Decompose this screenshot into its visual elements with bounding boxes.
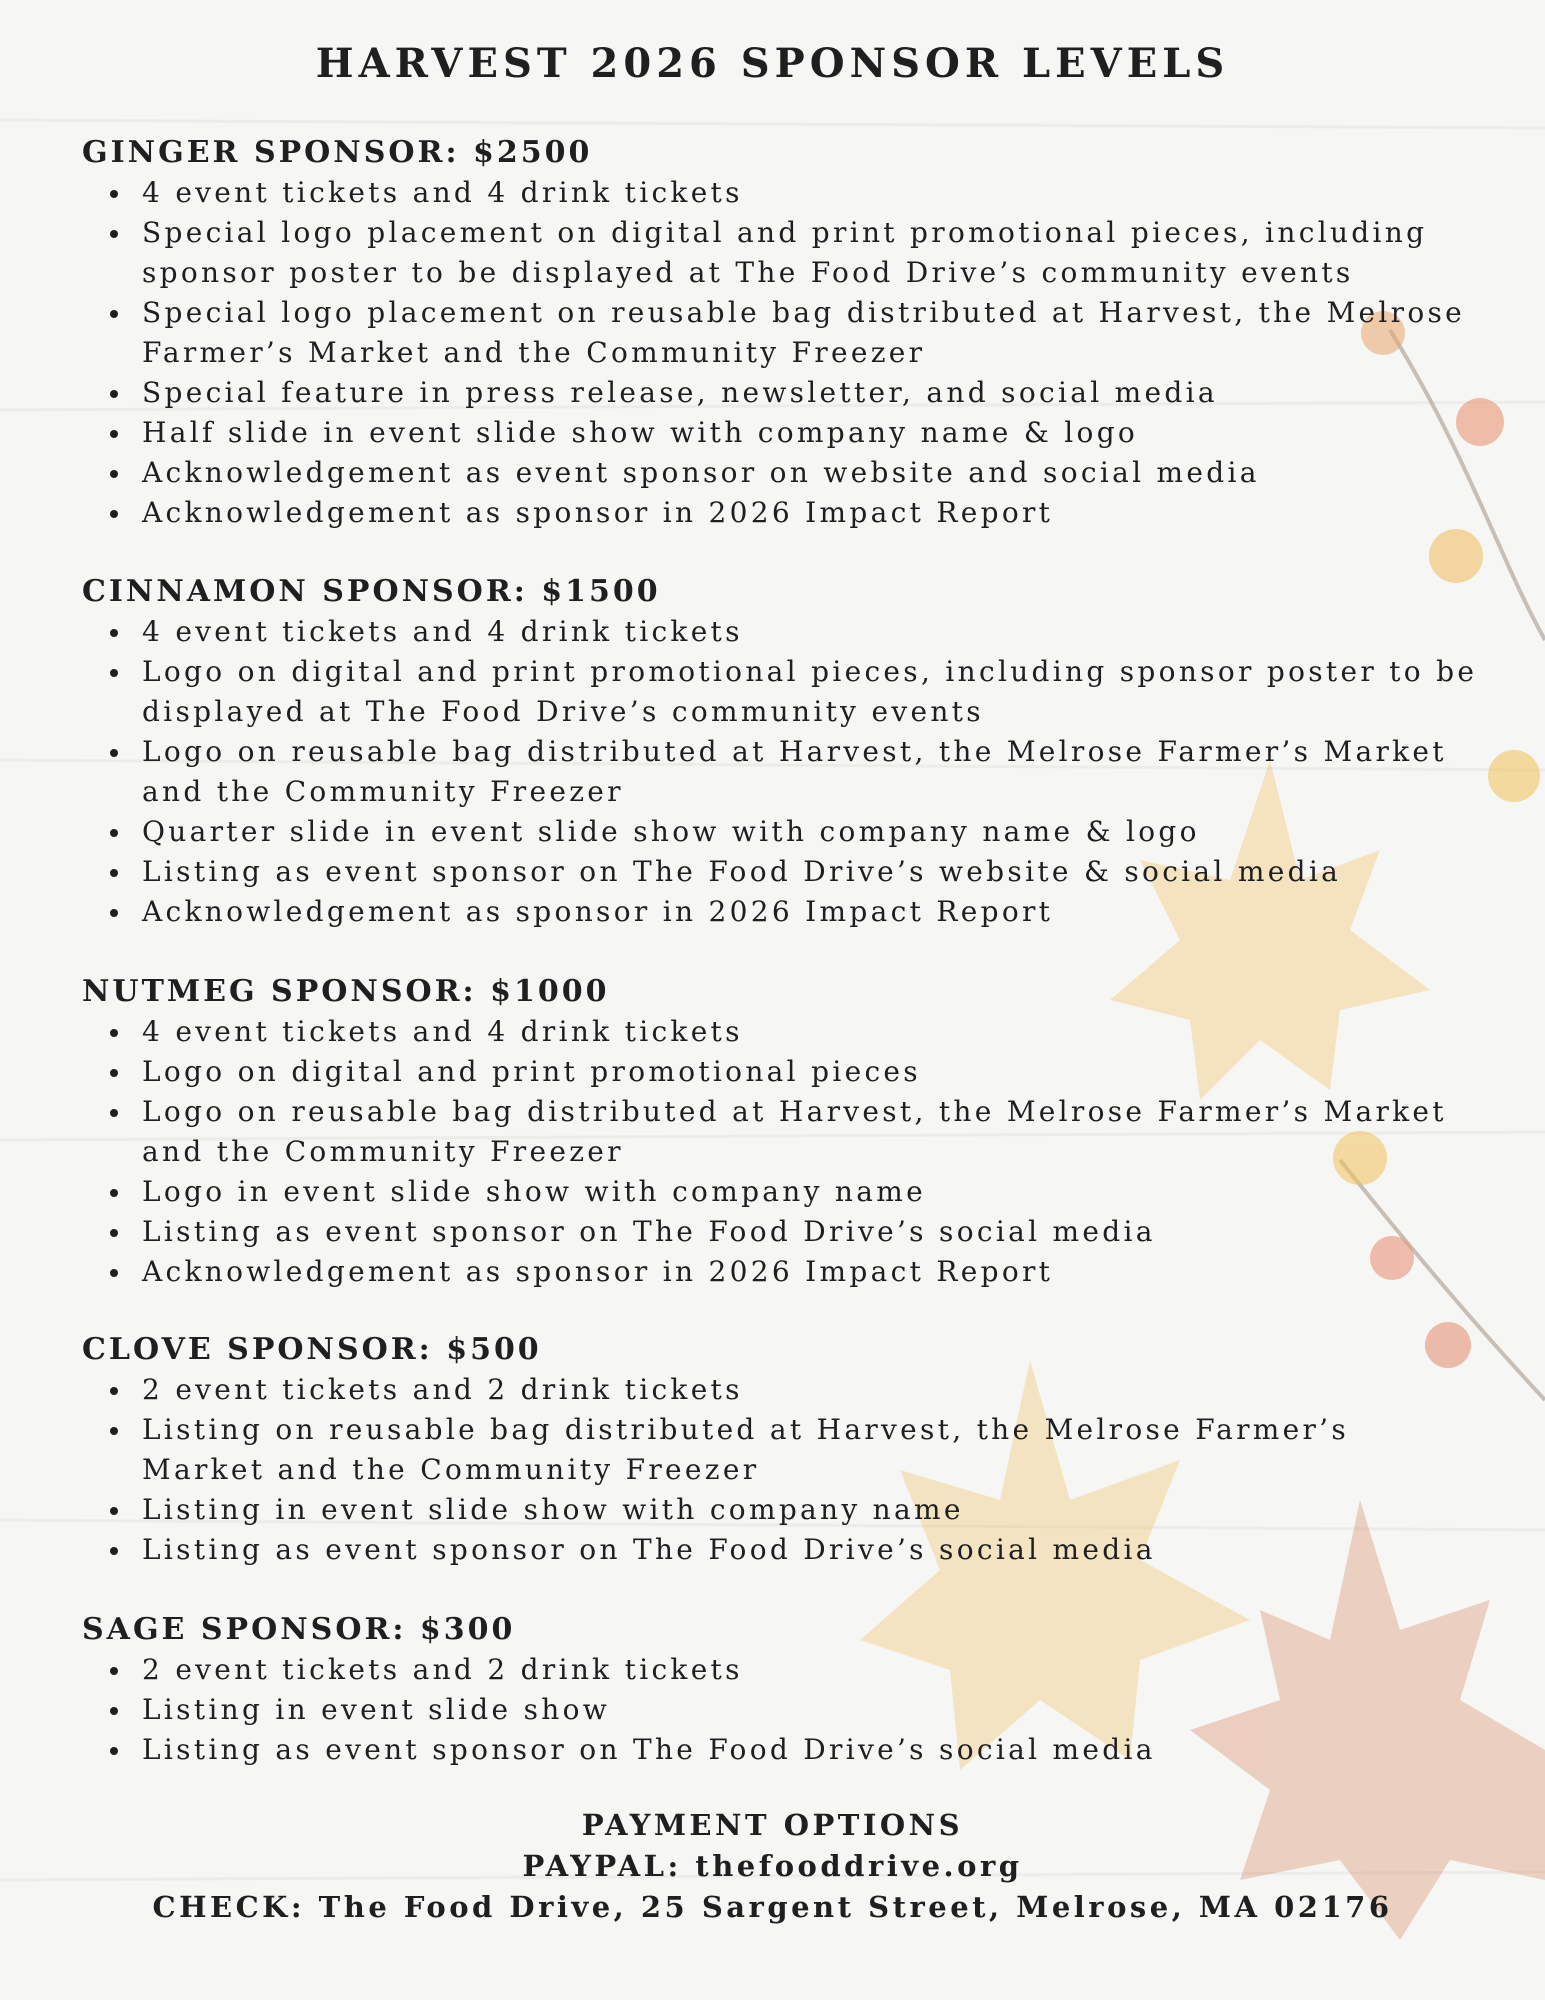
list-item: Listing as event sponsor on The Food Drive’s social media bbox=[82, 1530, 1482, 1570]
list-item: Listing on reusable bag distributed at Harvest, the Melrose Farmer’s Market and the Community Freezer bbox=[82, 1410, 1482, 1490]
list-item: Acknowledgement as sponsor in 2026 Impact Report bbox=[82, 493, 1482, 533]
sponsor-level-sage bbox=[82, 1610, 1482, 1770]
sponsor-level-heading: SAGE SPONSOR: $300 bbox=[82, 1612, 516, 1647]
list-item: Acknowledgement as event sponsor on website and social media bbox=[82, 453, 1482, 493]
list-item: 2 event tickets and 2 drink tickets bbox=[82, 1370, 1482, 1410]
list-item: Special feature in press release, newsletter, and social media bbox=[82, 373, 1482, 413]
benefit-list bbox=[82, 1650, 1482, 1770]
list-item: Listing in event slide show bbox=[82, 1690, 1482, 1730]
sponsor-level-heading: CLOVE SPONSOR: $500 bbox=[82, 1332, 542, 1367]
payment-heading: PAYMENT OPTIONS bbox=[581, 1808, 964, 1842]
list-item: 4 event tickets and 4 drink tickets bbox=[82, 173, 1482, 213]
list-item: Listing as event sponsor on The Food Drive’s social media bbox=[82, 1212, 1482, 1252]
list-item: Listing as event sponsor on The Food Drive’s social media bbox=[82, 1730, 1482, 1770]
list-item: Acknowledgement as sponsor in 2026 Impact Report bbox=[82, 1252, 1482, 1292]
benefit-list bbox=[82, 612, 1482, 932]
payment-options bbox=[0, 1805, 1545, 1928]
check-address: CHECK: The Food Drive, 25 Sargent Street, Melrose, MA 02176 bbox=[152, 1890, 1393, 1924]
paypal-info: PAYPAL: thefooddrive.org bbox=[522, 1849, 1023, 1883]
sponsor-level-nutmeg bbox=[82, 972, 1482, 1292]
list-item: Logo on reusable bag distributed at Harvest, the Melrose Farmer’s Market and the Community Freezer bbox=[82, 1092, 1482, 1172]
list-item: Listing in event slide show with company name bbox=[82, 1490, 1482, 1530]
list-item: Quarter slide in event slide show with company name & logo bbox=[82, 812, 1482, 852]
benefit-list bbox=[82, 1370, 1482, 1570]
list-item: Special logo placement on reusable bag distributed at Harvest, the Melrose Farmer’s Market and the Community Freezer bbox=[82, 293, 1482, 373]
sponsor-level-heading: NUTMEG SPONSOR: $1000 bbox=[82, 974, 610, 1009]
list-item: Logo on digital and print promotional pieces bbox=[82, 1052, 1482, 1092]
benefit-list bbox=[82, 173, 1482, 533]
sponsor-level-ginger bbox=[82, 133, 1482, 533]
list-item: 2 event tickets and 2 drink tickets bbox=[82, 1650, 1482, 1690]
benefit-list bbox=[82, 1012, 1482, 1292]
list-item: Logo on reusable bag distributed at Harvest, the Melrose Farmer’s Market and the Community Freezer bbox=[82, 732, 1482, 812]
sponsor-level-clove bbox=[82, 1330, 1482, 1570]
list-item: 4 event tickets and 4 drink tickets bbox=[82, 612, 1482, 652]
list-item: Logo on digital and print promotional pieces, including sponsor poster to be displayed at The Food Drive’s community events bbox=[82, 652, 1482, 732]
page-title: HARVEST 2026 SPONSOR LEVELS bbox=[315, 40, 1230, 87]
list-item: Acknowledgement as sponsor in 2026 Impact Report bbox=[82, 892, 1482, 932]
list-item: Half slide in event slide show with company name & logo bbox=[82, 413, 1482, 453]
list-item: Listing as event sponsor on The Food Drive’s website & social media bbox=[82, 852, 1482, 892]
list-item: Logo in event slide show with company name bbox=[82, 1172, 1482, 1212]
list-item: 4 event tickets and 4 drink tickets bbox=[82, 1012, 1482, 1052]
sponsor-level-cinnamon bbox=[82, 572, 1482, 932]
list-item: Special logo placement on digital and print promotional pieces, including sponsor poster to be displayed at The Food Drive’s community events bbox=[82, 213, 1482, 293]
sponsor-level-heading: CINNAMON SPONSOR: $1500 bbox=[82, 574, 661, 609]
sponsor-level-heading: GINGER SPONSOR: $2500 bbox=[82, 135, 593, 170]
